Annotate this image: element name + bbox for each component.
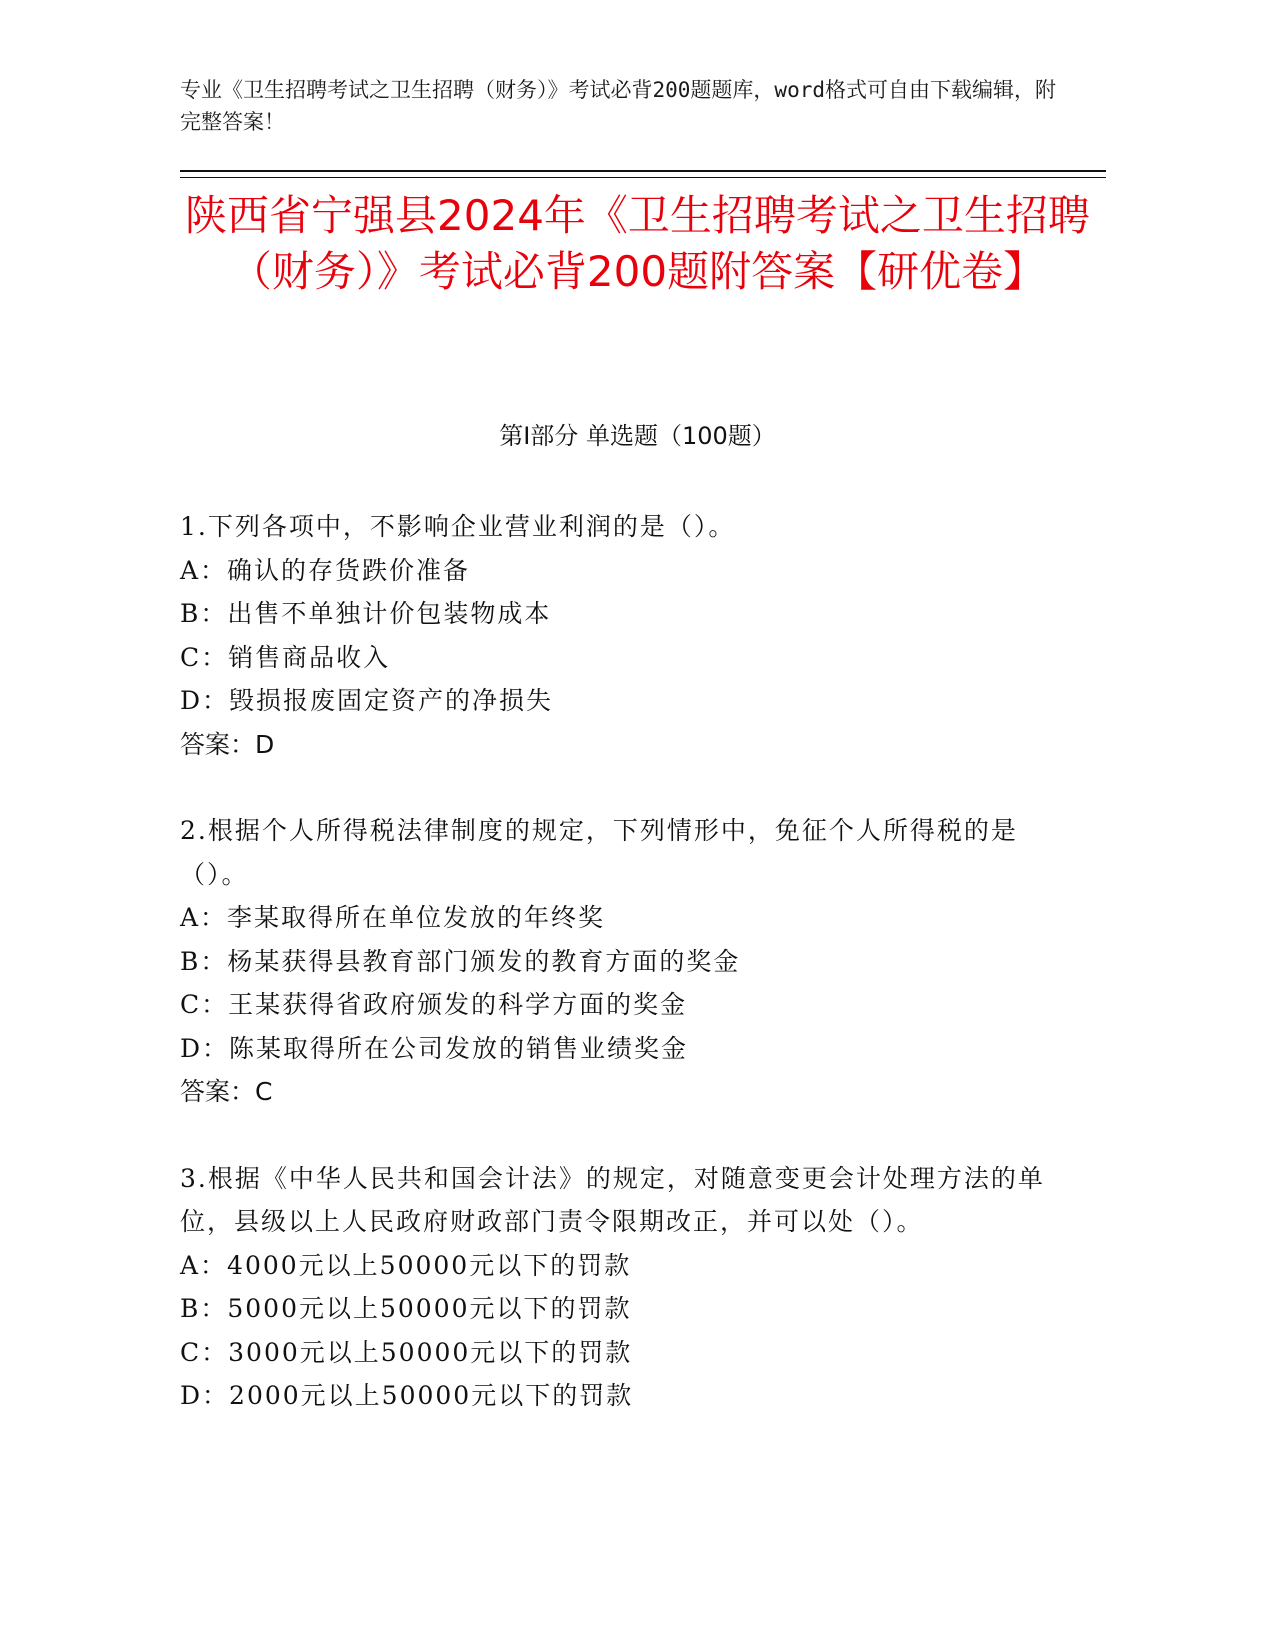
option-b: B：杨某获得县教育部门颁发的教育方面的奖金 <box>180 946 741 976</box>
header-divider-thick <box>180 170 1106 172</box>
option-c: C：王某获得省政府颁发的科学方面的奖金 <box>180 990 688 1019</box>
option-a: A：确认的存货跌价准备 <box>180 555 471 585</box>
option-b: B：出售不单独计价包装物成本 <box>180 599 552 628</box>
option-a: A：李某取得所在单位发放的年终奖 <box>180 903 606 932</box>
answer: 答案：D <box>180 729 275 759</box>
document-title: 陕西省宁强县2024年《卫生招聘考试之卫生招聘（财务）》考试必背200题附答案【研优卷】 <box>185 191 1090 296</box>
option-a: A：4000元以上50000元以下的罚款 <box>180 1250 632 1280</box>
answer: 答案：C <box>180 1077 273 1106</box>
option-d: D：陈某取得所在公司发放的销售业绩奖金 <box>180 1033 689 1063</box>
option-b: B：5000元以上50000元以下的罚款 <box>180 1294 632 1323</box>
option-c: C：3000元以上50000元以下的罚款 <box>180 1337 633 1367</box>
option-d: D：2000元以上50000元以下的罚款 <box>180 1381 634 1410</box>
question-list <box>180 505 1080 1461</box>
section-title: 第I部分 单选题（100题） <box>499 422 776 450</box>
header-note: 专业《卫生招聘考试之卫生招聘（财务）》考试必背200题题库，word格式可自由下载编辑，附完整答案！ <box>180 78 1056 134</box>
option-c: C：销售商品收入 <box>180 642 391 672</box>
question-stem: 3.根据《中华人民共和国会计法》的规定，对随意变更会计处理方法的单位，县级以上人民政府财政部门责令限期改正，并可以处（）。 <box>180 1163 1045 1236</box>
option-d: D：毁损报废固定资产的净损失 <box>180 686 554 715</box>
question-stem: 2.根据个人所得税法律制度的规定，下列情形中，免征个人所得税的是（）。 <box>180 816 1018 889</box>
question-3 <box>180 1157 1080 1418</box>
question-1 <box>180 505 1080 766</box>
question-2 <box>180 809 1080 1114</box>
header-divider-thin <box>180 177 1106 178</box>
question-stem: 1.下列各项中，不影响企业营业利润的是（）。 <box>180 512 736 541</box>
